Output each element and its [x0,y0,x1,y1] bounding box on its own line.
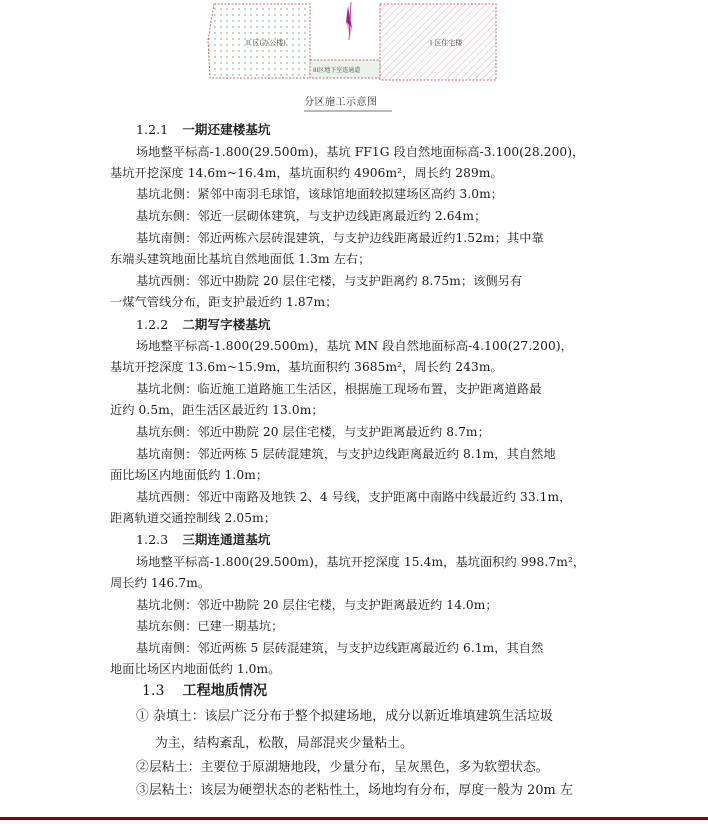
zone-1-label: I 区住宅楼 [430,39,463,47]
paragraph-line: 基坑西侧：邻近中勘院 20 层住宅楼，与支护距离约 8.75m；该侧另有 [136,274,523,288]
zone-2-label: II 区(办公楼) [246,39,286,47]
paragraph-line: 场地整平标高-1.800(29.500m)，基坑 MN 段自然地面标高-4.100(27.200)， [136,339,573,353]
section-heading [136,315,271,335]
paragraph-line: 距离轨道交通控制线 2.05m； [110,511,277,525]
paragraph-line: 周长约 146.7m。 [110,576,211,590]
paragraph-line: 一煤气管线分布，距支护最近约 1.87m； [110,295,338,309]
paragraph-line: 基坑东侧：已建一期基坑； [136,619,284,633]
paragraph-line: 基坑开挖深度 14.6m~16.4m，基坑面积约 4906m²，周长约 289m。 [110,166,503,180]
zone-3-label: III区地下室连通道 [313,67,361,74]
paragraph-line: 面比场区内地面低约 1.0m； [110,468,269,482]
section-number: 1.2.1 [136,122,169,137]
paragraph-line: 基坑南侧：邻近两栋 5 层砖混建筑，与支护边线距离最近约 6.1m，其自然 [136,641,544,655]
page-footer-bar [0,817,708,820]
section-heading [142,681,267,701]
section-number: 1.2.3 [136,532,169,547]
paragraph-line: 基坑开挖深度 13.6m~15.9m，基坑面积约 3685m²，周长约 243m。 [110,360,503,374]
section-title: 一期还建楼基坑 [182,122,271,137]
section-title: 工程地质情况 [182,683,268,699]
figure-caption: 分区施工示意图 [304,97,378,108]
paragraph-line: ②层粘土：主要位于原湖塘地段，少量分布，呈灰黑色，多为软塑状态。 [136,760,549,775]
section-title: 三期连通道基坑 [182,532,271,547]
paragraph-line: 基坑北侧：临近施工道路施工生活区，根据施工现场布置，支护距离道路最 [136,382,542,396]
paragraph-line: ③层粘土：该层为硬塑状态的老粘性土，场地均有分布，厚度一般为 20m 左 [136,783,573,798]
paragraph-line: 地面比场区内地面低约 1.0m。 [110,662,281,676]
paragraph-line: 基坑南侧：邻近两栋六层砖混建筑，与支护边线距离最近约1.52m；其中靠 [136,231,544,245]
section-title: 二期写字楼基坑 [182,317,271,332]
paragraph-line: 东端头建筑地面比基坑自然地面低 1.3m 左右； [110,252,371,266]
section-number: 1.2.2 [136,317,169,332]
paragraph-line: 场地整平标高-1.800(29.500m)，基坑开挖深度 15.4m，基坑面积约 998.7m²， [136,555,586,569]
section-number: 1.3 [142,683,165,699]
paragraph-line: 基坑北侧：邻近中勘院 20 层住宅楼，与支护距离最近约 14.0m； [136,598,498,612]
paragraph-line: 基坑东侧：邻近一层砌体建筑，与支护边线距离最近约 2.64m； [136,209,487,223]
section-heading [136,530,271,550]
paragraph-line: 为主，结构紊乱，松散，局部混夹少量粘土。 [155,736,413,751]
paragraph-line: 场地整平标高-1.800(29.500m)，基坑 FF1G 段自然地面标高-3.100(28.200)， [136,145,585,159]
paragraph-line: ① 杂填土：该层广泛分布于整个拟建场地，成分以新近堆填建筑生活垃圾 [136,709,553,724]
paragraph-line: 近约 0.5m，距生活区最近约 13.0m； [110,403,324,417]
north-arrow-icon [346,2,352,40]
section-heading [136,120,271,140]
paragraph-line: 基坑东侧：邻近中勘院 20 层住宅楼，与支护距离最近约 8.7m； [136,425,490,439]
paragraph-line: 基坑西侧：邻近中南路及地铁 2、4 号线，支护距离中南路中线最近约 33.1m， [136,490,572,504]
paragraph-line: 基坑北侧：紧邻中南羽毛球馆，该球馆地面较拟建场区高约 3.0m； [136,187,504,201]
paragraph-line: 基坑南侧：邻近两栋 5 层砖混建筑，与支护边线距离最近约 8.1m，其自然地 [136,447,556,461]
